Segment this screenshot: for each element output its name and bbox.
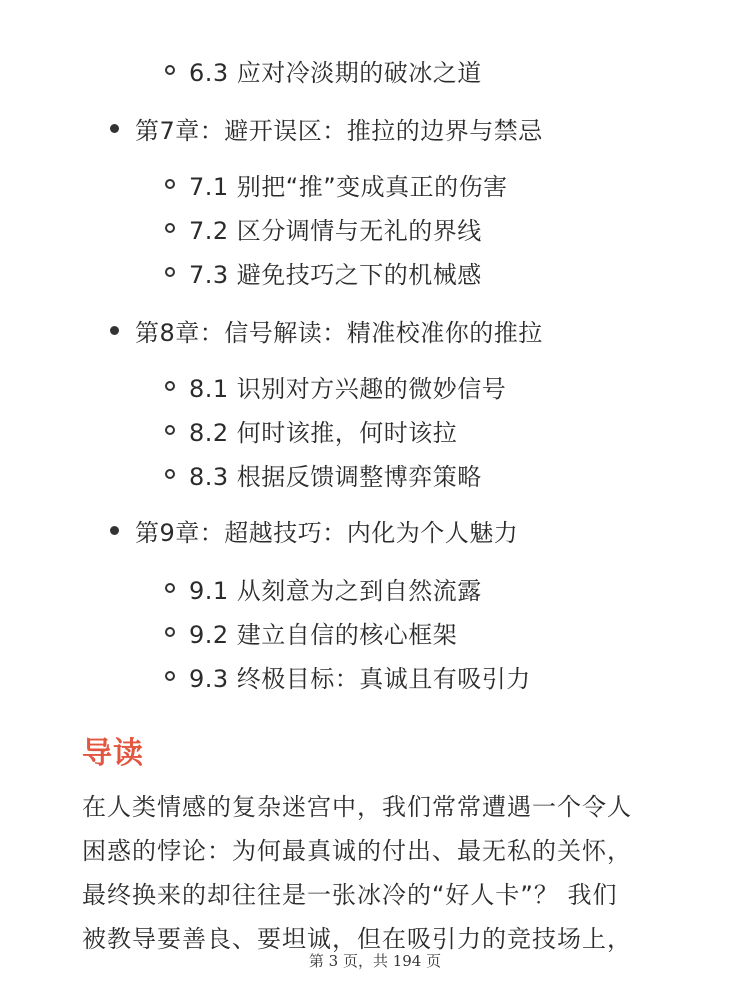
toc-subitem-7-3 <box>165 252 482 292</box>
toc-subitem-text: 7.2 区分调情与无礼的界线 <box>189 216 482 245</box>
circle-bullet-icon <box>165 671 175 681</box>
bullet-dot-icon <box>110 124 119 133</box>
toc-subitem-8-3 <box>165 454 482 494</box>
toc-chapter-text: 第8章：信号解读：精准校准你的推拉 <box>135 318 543 347</box>
toc-subitem-8-1 <box>165 366 506 406</box>
toc-subitem-text: 9.2 建立自信的核心框架 <box>189 620 458 649</box>
bullet-dot-icon <box>110 326 119 335</box>
toc-subitem-9-1 <box>165 568 482 608</box>
circle-bullet-icon <box>165 583 175 593</box>
circle-bullet-icon <box>165 381 175 391</box>
paragraph-line: 最终换来的却往往是一张冰冷的“好人卡”？ 我们 <box>82 881 618 909</box>
toc-subitem-9-3 <box>165 656 531 696</box>
toc-subitem-7-2 <box>165 208 482 248</box>
page-indicator: 第 3 页，共 194 页 <box>308 952 442 970</box>
toc-chapter-text: 第9章：超越技巧：内化为个人魅力 <box>135 518 519 547</box>
circle-bullet-icon <box>165 267 175 277</box>
toc-subitem-text: 7.1 别把“推”变成真正的伤害 <box>189 172 508 201</box>
circle-bullet-icon <box>165 627 175 637</box>
toc-subitem-9-2 <box>165 612 457 652</box>
toc-subitem-7-1 <box>165 164 508 204</box>
bullet-dot-icon <box>110 526 119 535</box>
toc-subitem-text: 8.1 识别对方兴趣的微妙信号 <box>189 374 507 403</box>
toc-subitem-text: 9.1 从刻意为之到自然流露 <box>189 576 482 605</box>
toc-chapter-8 <box>110 308 543 352</box>
toc-chapter-7 <box>110 106 543 150</box>
circle-bullet-icon <box>165 469 175 479</box>
toc-subitem-text: 8.2 何时该推，何时该拉 <box>189 418 458 447</box>
toc-subitem-6-3 <box>165 50 482 90</box>
circle-bullet-icon <box>165 425 175 435</box>
circle-bullet-icon <box>165 179 175 189</box>
paragraph-line: 被教导要善良、要坦诚，但在吸引力的竞技场上， <box>82 925 632 953</box>
toc-subitem-text: 8.3 根据反馈调整博弈策略 <box>189 462 482 491</box>
toc-subitem-8-2 <box>165 410 457 450</box>
paragraph-line: 困惑的悖论：为何最真诚的付出、最无私的关怀， <box>82 837 632 865</box>
circle-bullet-icon <box>165 223 175 233</box>
paragraph-line: 在人类情感的复杂迷宫中，我们常常遭遇一个令人 <box>82 793 632 821</box>
toc-subitem-text: 6.3 应对冷淡期的破冰之道 <box>189 58 482 87</box>
toc-subitem-text: 9.3 终极目标：真诚且有吸引力 <box>189 664 531 693</box>
section-heading: 导读 <box>82 736 144 771</box>
toc-chapter-text: 第7章：避开误区：推拉的边界与禁忌 <box>135 116 543 145</box>
circle-bullet-icon <box>165 65 175 75</box>
toc-subitem-text: 7.3 避免技巧之下的机械感 <box>189 260 482 289</box>
intro-paragraph <box>82 785 682 961</box>
toc-chapter-9 <box>110 508 518 552</box>
